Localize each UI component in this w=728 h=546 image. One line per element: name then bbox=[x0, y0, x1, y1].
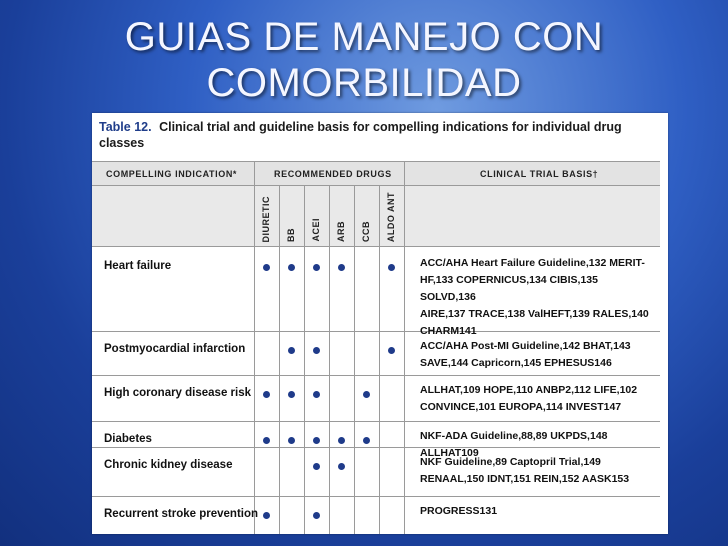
header-clinical-trial-basis: CLINICAL TRIAL BASIS† bbox=[480, 169, 599, 179]
recommended-dot bbox=[263, 437, 270, 444]
slide-title bbox=[0, 14, 728, 106]
clinical-trial-basis-line: AIRE,137 TRACE,138 ValHEFT,139 RALES,140 bbox=[420, 308, 649, 320]
recommended-dot bbox=[288, 347, 295, 354]
recommended-dot bbox=[338, 437, 345, 444]
slide-title-line-2: COMORBILIDAD bbox=[206, 61, 522, 105]
drug-column-header: ARB bbox=[336, 221, 346, 242]
clinical-trial-basis bbox=[420, 454, 656, 488]
recommended-dot bbox=[313, 512, 320, 519]
column-divider bbox=[254, 161, 255, 534]
recommended-dot bbox=[288, 391, 295, 398]
table-subheader-band bbox=[92, 186, 660, 246]
header-compelling-indication: COMPELLING INDICATION* bbox=[106, 169, 238, 179]
table-caption-text: Clinical trial and guideline basis for compelling indications for individual drug classes bbox=[99, 120, 622, 150]
clinical-trial-basis-line: RENAAL,150 IDNT,151 REIN,152 AASK153 bbox=[420, 473, 630, 485]
header-recommended-drugs: RECOMMENDED DRUGS bbox=[274, 169, 392, 179]
clinical-trial-basis bbox=[420, 255, 656, 340]
recommended-dot bbox=[263, 512, 270, 519]
row-divider bbox=[92, 246, 660, 247]
recommended-dot bbox=[263, 391, 270, 398]
drug-column-header: ALDO ANT bbox=[386, 191, 396, 242]
row-divider bbox=[92, 496, 660, 497]
indication-label: Recurrent stroke prevention bbox=[104, 508, 259, 520]
clinical-trial-basis bbox=[420, 382, 656, 416]
recommended-dot bbox=[288, 264, 295, 271]
column-divider bbox=[329, 186, 330, 534]
row-divider bbox=[92, 185, 660, 186]
table-panel bbox=[92, 113, 668, 534]
clinical-trial-basis-line: PROGRESS131 bbox=[420, 505, 498, 517]
clinical-trial-basis-line: CONVINCE,101 EUROPA,114 INVEST147 bbox=[420, 401, 622, 413]
table-caption-label: Table 12. bbox=[99, 120, 152, 134]
recommended-dot bbox=[363, 391, 370, 398]
recommended-dot bbox=[363, 437, 370, 444]
clinical-trial-basis-line: SAVE,144 Capricorn,145 EPHESUS146 bbox=[420, 357, 612, 369]
indication-label: High coronary disease risk bbox=[104, 387, 252, 399]
clinical-trial-basis-line: ALLHAT,109 HOPE,110 ANBP2,112 LIFE,102 bbox=[420, 384, 638, 396]
drug-column-header: DIURETIC bbox=[261, 195, 271, 242]
recommended-dot bbox=[313, 437, 320, 444]
clinical-trial-basis-line: NKF Guideline,89 Captopril Trial,149 bbox=[420, 456, 601, 468]
clinical-trial-basis bbox=[420, 503, 656, 520]
row-divider bbox=[92, 421, 660, 422]
drug-column-header: BB bbox=[286, 228, 296, 242]
table-caption bbox=[99, 119, 659, 151]
slide-title-line-1: GUIAS DE MANEJO CON bbox=[124, 15, 604, 59]
clinical-trial-basis-line: NKF-ADA Guideline,88,89 UKPDS,148 ALLHAT109 bbox=[420, 430, 608, 459]
column-divider bbox=[404, 161, 405, 534]
recommended-dot bbox=[388, 264, 395, 271]
recommended-dot bbox=[338, 264, 345, 271]
recommended-dot bbox=[388, 347, 395, 354]
indication-label: Diabetes bbox=[104, 433, 152, 445]
drug-column-header: CCB bbox=[361, 221, 371, 242]
drug-column-header: ACEI bbox=[311, 218, 321, 242]
recommended-dot bbox=[288, 437, 295, 444]
column-divider bbox=[379, 186, 380, 534]
column-divider bbox=[279, 186, 280, 534]
column-divider bbox=[354, 186, 355, 534]
clinical-trial-basis bbox=[420, 338, 656, 372]
clinical-trial-basis-line: ACC/AHA Post-MI Guideline,142 BHAT,143 bbox=[420, 340, 631, 352]
recommended-dot bbox=[313, 391, 320, 398]
recommended-dot bbox=[313, 264, 320, 271]
row-divider bbox=[92, 375, 660, 376]
recommended-dot bbox=[313, 463, 320, 470]
recommended-dot bbox=[313, 347, 320, 354]
indication-label: Heart failure bbox=[104, 260, 172, 272]
clinical-trial-basis-line: CHARM141 bbox=[420, 325, 477, 337]
clinical-trial-basis-line: ACC/AHA Heart Failure Guideline,132 MERIT- bbox=[420, 257, 645, 269]
clinical-trial-basis-line: HF,133 COPERNICUS,134 CIBIS,135 SOLVD,136 bbox=[420, 274, 598, 303]
column-divider bbox=[304, 186, 305, 534]
indication-label: Postmyocardial infarction bbox=[104, 343, 246, 355]
recommended-dot bbox=[338, 463, 345, 470]
recommended-dot bbox=[263, 264, 270, 271]
indication-label: Chronic kidney disease bbox=[104, 459, 233, 471]
row-divider bbox=[92, 161, 660, 162]
